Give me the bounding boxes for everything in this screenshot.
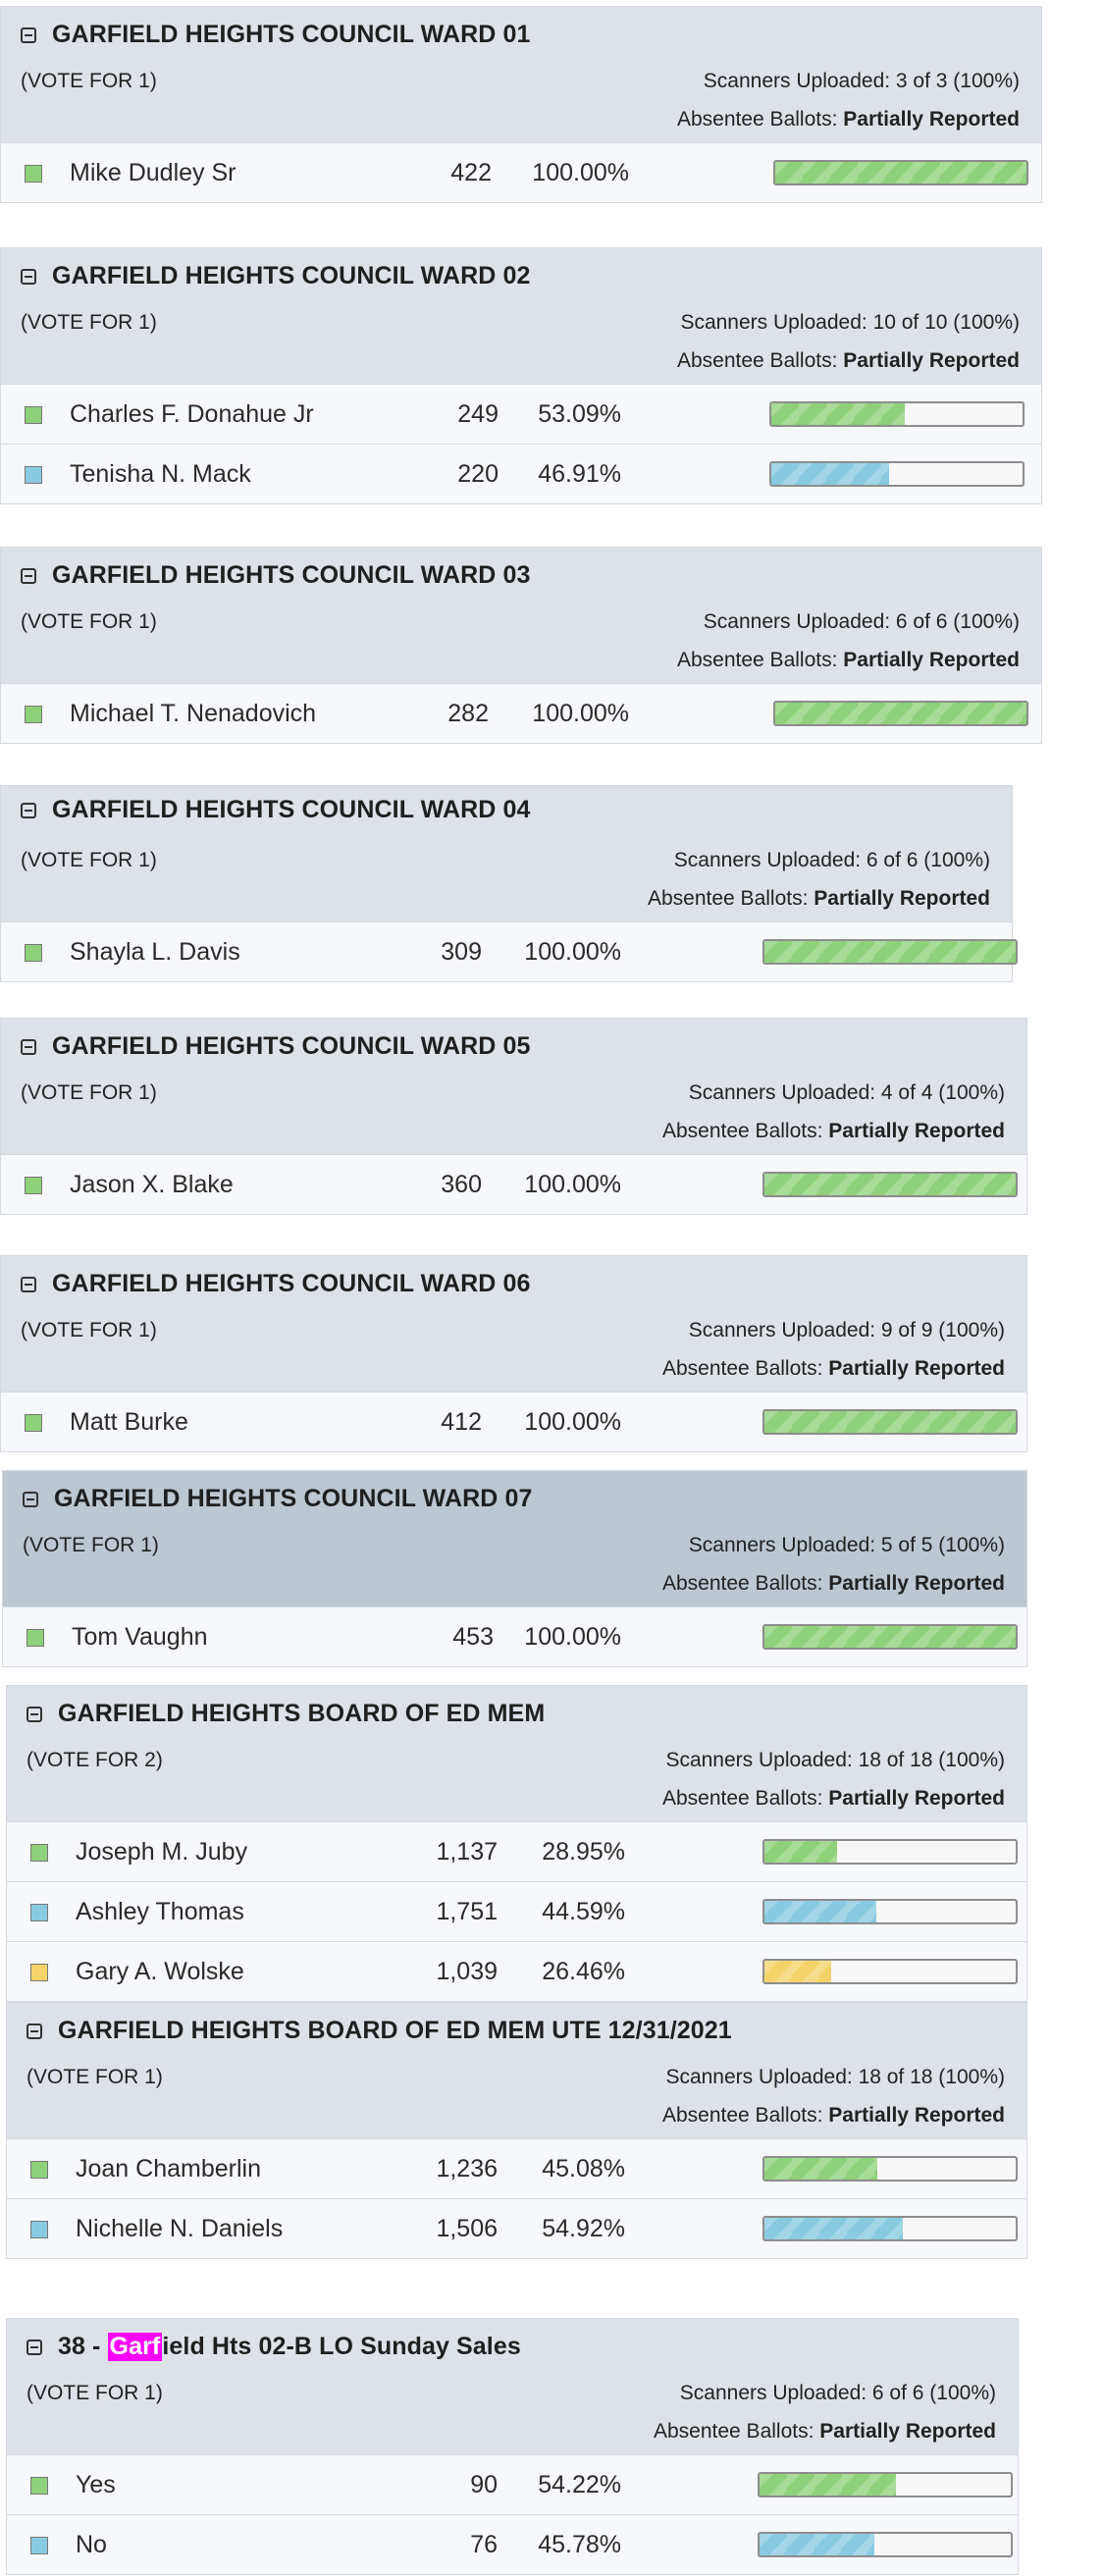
- candidate-name: Tenisha N. Mack: [70, 460, 251, 488]
- absentee-status: [677, 649, 1020, 672]
- vote-share-fill: [760, 2474, 896, 2496]
- scanners-uploaded: Scanners Uploaded: 18 of 18 (100%): [665, 1749, 1005, 1771]
- vote-share-bar: [758, 2472, 1013, 2497]
- candidate-votes: 422: [450, 159, 492, 186]
- vote-share-fill: [775, 703, 1026, 724]
- contest-panel: [0, 6, 1042, 203]
- contest-title-text: GARFIELD HEIGHTS COUNCIL WARD 05: [52, 1032, 531, 1060]
- candidate-color-swatch: [30, 1964, 48, 1981]
- contest-title[interactable]: [23, 1485, 533, 1513]
- candidate-name: Joan Chamberlin: [76, 2155, 261, 2182]
- candidate-votes: 412: [441, 1408, 482, 1436]
- absentee-value: Partially Reported: [843, 108, 1020, 131]
- vote-share-bar: [762, 939, 1018, 965]
- candidate-name: Nichelle N. Daniels: [76, 2215, 284, 2242]
- contest-title[interactable]: [21, 561, 531, 590]
- candidate-row: [7, 2514, 1018, 2574]
- candidate-percent: 100.00%: [532, 700, 629, 727]
- candidate-row: [1, 444, 1041, 503]
- candidate-color-swatch: [25, 466, 42, 484]
- scanners-uploaded: Scanners Uploaded: 4 of 4 (100%): [688, 1081, 1005, 1104]
- vote-share-bar: [773, 701, 1028, 726]
- candidate-name: Yes: [76, 2471, 116, 2498]
- contest-title-text: GARFIELD HEIGHTS COUNCIL WARD 06: [52, 1270, 531, 1297]
- candidate-row: [3, 1606, 1026, 1666]
- vote-share-fill: [775, 162, 1026, 184]
- candidate-votes: 220: [457, 460, 499, 488]
- vote-share-bar: [762, 1172, 1018, 1197]
- absentee-label: Absentee Ballots:: [661, 1787, 829, 1810]
- contest-title-text: GARFIELD HEIGHTS COUNCIL WARD 04: [52, 796, 531, 823]
- candidate-votes: 1,506: [436, 2215, 498, 2242]
- vote-share-fill: [764, 1411, 1016, 1433]
- absentee-status: [662, 1572, 1005, 1596]
- absentee-label: Absentee Ballots:: [647, 887, 815, 910]
- contest-header: [7, 2319, 1018, 2454]
- scanners-uploaded: Scanners Uploaded: 9 of 9 (100%): [688, 1319, 1005, 1341]
- absentee-value: Partially Reported: [819, 2420, 996, 2443]
- candidate-percent: 28.95%: [542, 1838, 625, 1866]
- absentee-label: Absentee Ballots:: [653, 2420, 820, 2443]
- vote-share-bar: [758, 2532, 1013, 2557]
- candidate-row: [7, 1941, 1026, 2001]
- absentee-label: Absentee Ballots:: [676, 649, 844, 671]
- collapse-icon[interactable]: [21, 27, 36, 43]
- candidate-name: Joseph M. Juby: [76, 1838, 248, 1866]
- candidate-percent: 54.92%: [542, 2215, 625, 2242]
- candidate-color-swatch: [25, 1177, 42, 1194]
- candidate-name: Michael T. Nenadovich: [70, 700, 317, 727]
- search-highlight: Garf: [109, 2333, 161, 2360]
- contest-title[interactable]: [26, 1700, 545, 1728]
- vote-for-label: (VOTE FOR 1): [21, 1319, 157, 1341]
- candidate-percent: 45.78%: [538, 2531, 621, 2558]
- contest-header: [1, 1256, 1026, 1392]
- contest-header: [7, 2003, 1026, 2138]
- candidate-name: Jason X. Blake: [70, 1171, 234, 1198]
- vote-share-bar: [773, 160, 1028, 185]
- vote-share-bar: [762, 2156, 1018, 2182]
- absentee-label: Absentee Ballots:: [661, 2104, 829, 2127]
- contest-panel: [0, 247, 1042, 504]
- contest-title[interactable]: [26, 2333, 521, 2361]
- candidate-percent: 53.09%: [538, 400, 621, 428]
- candidate-name: Shayla L. Davis: [70, 938, 240, 966]
- candidate-row: [1, 921, 1012, 981]
- vote-share-fill: [764, 1961, 831, 1982]
- candidate-votes: 1,137: [436, 1838, 498, 1866]
- candidate-votes: 90: [470, 2471, 498, 2498]
- candidate-color-swatch: [26, 1629, 44, 1647]
- absentee-label: Absentee Ballots:: [676, 108, 844, 131]
- candidate-color-swatch: [30, 2537, 48, 2554]
- absentee-status: [662, 2104, 1005, 2128]
- candidate-name: Charles F. Donahue Jr: [70, 400, 314, 428]
- contest-panel: [6, 1685, 1027, 2002]
- candidate-votes: 282: [447, 700, 489, 727]
- vote-share-bar: [762, 1899, 1018, 1924]
- vote-for-label: (VOTE FOR 1): [23, 1534, 159, 1556]
- contest-header: [1, 1019, 1026, 1154]
- absentee-status: [662, 1357, 1005, 1381]
- vote-for-label: (VOTE FOR 1): [21, 610, 157, 633]
- candidate-percent: 46.91%: [538, 460, 621, 488]
- vote-for-label: (VOTE FOR 1): [21, 1081, 157, 1104]
- vote-for-label: (VOTE FOR 1): [26, 2066, 163, 2088]
- vote-share-bar: [762, 1624, 1018, 1650]
- contest-title-suffix: ield Hts 02-B LO Sunday Sales: [162, 2333, 521, 2360]
- absentee-value: Partially Reported: [828, 1120, 1005, 1142]
- absentee-value: Partially Reported: [828, 1357, 1005, 1380]
- candidate-color-swatch: [30, 2161, 48, 2179]
- contest-panel: [6, 2002, 1027, 2259]
- contest-title[interactable]: [21, 262, 531, 290]
- vote-share-fill: [764, 941, 1016, 963]
- absentee-label: Absentee Ballots:: [661, 1120, 829, 1142]
- vote-share-bar: [762, 1409, 1018, 1435]
- absentee-value: Partially Reported: [828, 1572, 1005, 1595]
- contest-title-text: GARFIELD HEIGHTS BOARD OF ED MEM: [58, 1700, 546, 1727]
- candidate-row: [7, 2454, 1018, 2514]
- absentee-value: Partially Reported: [843, 649, 1020, 671]
- vote-for-label: (VOTE FOR 1): [21, 311, 157, 334]
- absentee-label: Absentee Ballots:: [661, 1572, 829, 1595]
- contest-title[interactable]: [26, 2017, 732, 2045]
- candidate-color-swatch: [30, 2477, 48, 2495]
- contest-title-prefix: 38 -: [58, 2333, 108, 2360]
- contest-title[interactable]: [21, 796, 531, 824]
- vote-share-bar: [762, 2216, 1018, 2241]
- contest-panel: [6, 2318, 1019, 2575]
- collapse-icon[interactable]: [23, 1492, 38, 1507]
- scanners-uploaded: Scanners Uploaded: 3 of 3 (100%): [703, 70, 1020, 92]
- contest-title-text: GARFIELD HEIGHTS BOARD OF ED MEM UTE 12/31/2021: [58, 2017, 732, 2044]
- contest-header: [3, 1471, 1026, 1606]
- candidate-row: [1, 384, 1041, 444]
- absentee-value: Partially Reported: [828, 1787, 1005, 1810]
- candidate-name: No: [76, 2531, 107, 2558]
- candidate-color-swatch: [30, 1844, 48, 1862]
- vote-share-fill: [771, 403, 905, 425]
- candidate-name: Mike Dudley Sr: [70, 159, 237, 186]
- vote-share-fill: [760, 2534, 874, 2555]
- candidate-percent: 44.59%: [542, 1898, 625, 1925]
- vote-for-label: (VOTE FOR 1): [26, 2382, 163, 2404]
- contest-title[interactable]: [21, 1032, 531, 1061]
- collapse-icon[interactable]: [21, 1039, 36, 1055]
- candidate-name: Tom Vaughn: [72, 1623, 208, 1651]
- contest-title-text: GARFIELD HEIGHTS COUNCIL WARD 01: [52, 21, 531, 48]
- contest-panel: [0, 1018, 1027, 1215]
- candidate-name: Matt Burke: [70, 1408, 188, 1436]
- vote-share-fill: [764, 1626, 1016, 1648]
- candidate-votes: 1,236: [436, 2155, 498, 2182]
- scanners-uploaded: Scanners Uploaded: 10 of 10 (100%): [680, 311, 1020, 334]
- vote-share-fill: [764, 1174, 1016, 1195]
- candidate-percent: 26.46%: [542, 1958, 625, 1985]
- candidate-row: [7, 2198, 1026, 2258]
- contest-title[interactable]: [21, 1270, 531, 1298]
- vote-share-bar: [762, 1839, 1018, 1865]
- absentee-status: [648, 887, 990, 911]
- absentee-status: [677, 108, 1020, 131]
- candidate-name: Ashley Thomas: [76, 1898, 244, 1925]
- vote-share-bar: [769, 461, 1025, 487]
- candidate-votes: 309: [441, 938, 482, 966]
- absentee-status: [662, 1120, 1005, 1143]
- candidate-color-swatch: [25, 1414, 42, 1432]
- contest-header: [7, 1686, 1026, 1821]
- collapse-icon[interactable]: [21, 269, 36, 285]
- candidate-percent: 54.22%: [538, 2471, 621, 2498]
- candidate-votes: 76: [470, 2531, 498, 2558]
- contest-header: [1, 248, 1041, 384]
- absentee-value: Partially Reported: [814, 887, 990, 910]
- scanners-uploaded: Scanners Uploaded: 5 of 5 (100%): [688, 1534, 1005, 1556]
- contest-header: [1, 7, 1041, 142]
- absentee-status: [662, 1787, 1005, 1811]
- contest-title-text: GARFIELD HEIGHTS COUNCIL WARD 07: [54, 1485, 533, 1512]
- scanners-uploaded: Scanners Uploaded: 6 of 6 (100%): [703, 610, 1020, 633]
- candidate-color-swatch: [25, 706, 42, 723]
- vote-for-label: (VOTE FOR 1): [21, 849, 157, 871]
- candidate-percent: 100.00%: [524, 1408, 621, 1436]
- candidate-percent: 100.00%: [532, 159, 629, 186]
- candidate-color-swatch: [25, 944, 42, 962]
- contest-title-text: GARFIELD HEIGHTS COUNCIL WARD 02: [52, 262, 531, 289]
- absentee-status: [654, 2420, 996, 2444]
- vote-share-fill: [764, 2218, 903, 2239]
- candidate-percent: 100.00%: [524, 1171, 621, 1198]
- contest-panel: [0, 547, 1042, 744]
- candidate-votes: 453: [452, 1623, 494, 1651]
- collapse-icon[interactable]: [21, 1277, 36, 1292]
- vote-for-label: (VOTE FOR 1): [21, 70, 157, 92]
- candidate-percent: 45.08%: [542, 2155, 625, 2182]
- collapse-icon[interactable]: [21, 568, 36, 584]
- candidate-row: [1, 1154, 1026, 1214]
- candidate-color-swatch: [30, 2221, 48, 2238]
- scanners-uploaded: Scanners Uploaded: 18 of 18 (100%): [665, 2066, 1005, 2088]
- contest-panel: [0, 1255, 1027, 1452]
- candidate-percent: 100.00%: [524, 938, 621, 966]
- contest-title[interactable]: [21, 21, 531, 49]
- vote-share-bar: [762, 1959, 1018, 1984]
- candidate-row: [7, 1821, 1026, 1881]
- collapse-icon[interactable]: [26, 1707, 42, 1722]
- vote-share-bar: [769, 401, 1025, 427]
- candidate-color-swatch: [25, 406, 42, 424]
- absentee-status: [677, 349, 1020, 373]
- scanners-uploaded: Scanners Uploaded: 6 of 6 (100%): [679, 2382, 996, 2404]
- candidate-color-swatch: [30, 1904, 48, 1921]
- collapse-icon[interactable]: [26, 2024, 42, 2039]
- candidate-votes: 1,751: [436, 1898, 498, 1925]
- contest-panel: [0, 785, 1013, 982]
- absentee-label: Absentee Ballots:: [676, 349, 844, 372]
- collapse-icon[interactable]: [26, 2339, 42, 2355]
- candidate-color-swatch: [25, 165, 42, 183]
- scanners-uploaded: Scanners Uploaded: 6 of 6 (100%): [673, 849, 990, 871]
- absentee-value: Partially Reported: [828, 2104, 1005, 2127]
- absentee-value: Partially Reported: [843, 349, 1020, 372]
- vote-share-fill: [764, 1901, 876, 1922]
- absentee-label: Absentee Ballots:: [661, 1357, 829, 1380]
- candidate-name: Gary A. Wolske: [76, 1958, 244, 1985]
- contest-title-text: GARFIELD HEIGHTS COUNCIL WARD 03: [52, 561, 531, 589]
- vote-share-fill: [764, 1841, 837, 1863]
- candidate-votes: 249: [457, 400, 499, 428]
- contest-panel: [2, 1470, 1027, 1667]
- candidate-row: [1, 683, 1041, 743]
- vote-for-label: (VOTE FOR 2): [26, 1749, 163, 1771]
- candidate-percent: 100.00%: [524, 1623, 621, 1651]
- candidate-row: [7, 1881, 1026, 1941]
- vote-share-fill: [764, 2158, 877, 2180]
- contest-header: [1, 786, 1012, 921]
- contest-header: [1, 548, 1041, 683]
- candidate-row: [1, 142, 1041, 202]
- candidate-row: [1, 1392, 1026, 1451]
- collapse-icon[interactable]: [21, 803, 36, 818]
- vote-share-fill: [771, 463, 889, 485]
- candidate-row: [7, 2138, 1026, 2198]
- candidate-votes: 360: [441, 1171, 482, 1198]
- candidate-votes: 1,039: [436, 1958, 498, 1985]
